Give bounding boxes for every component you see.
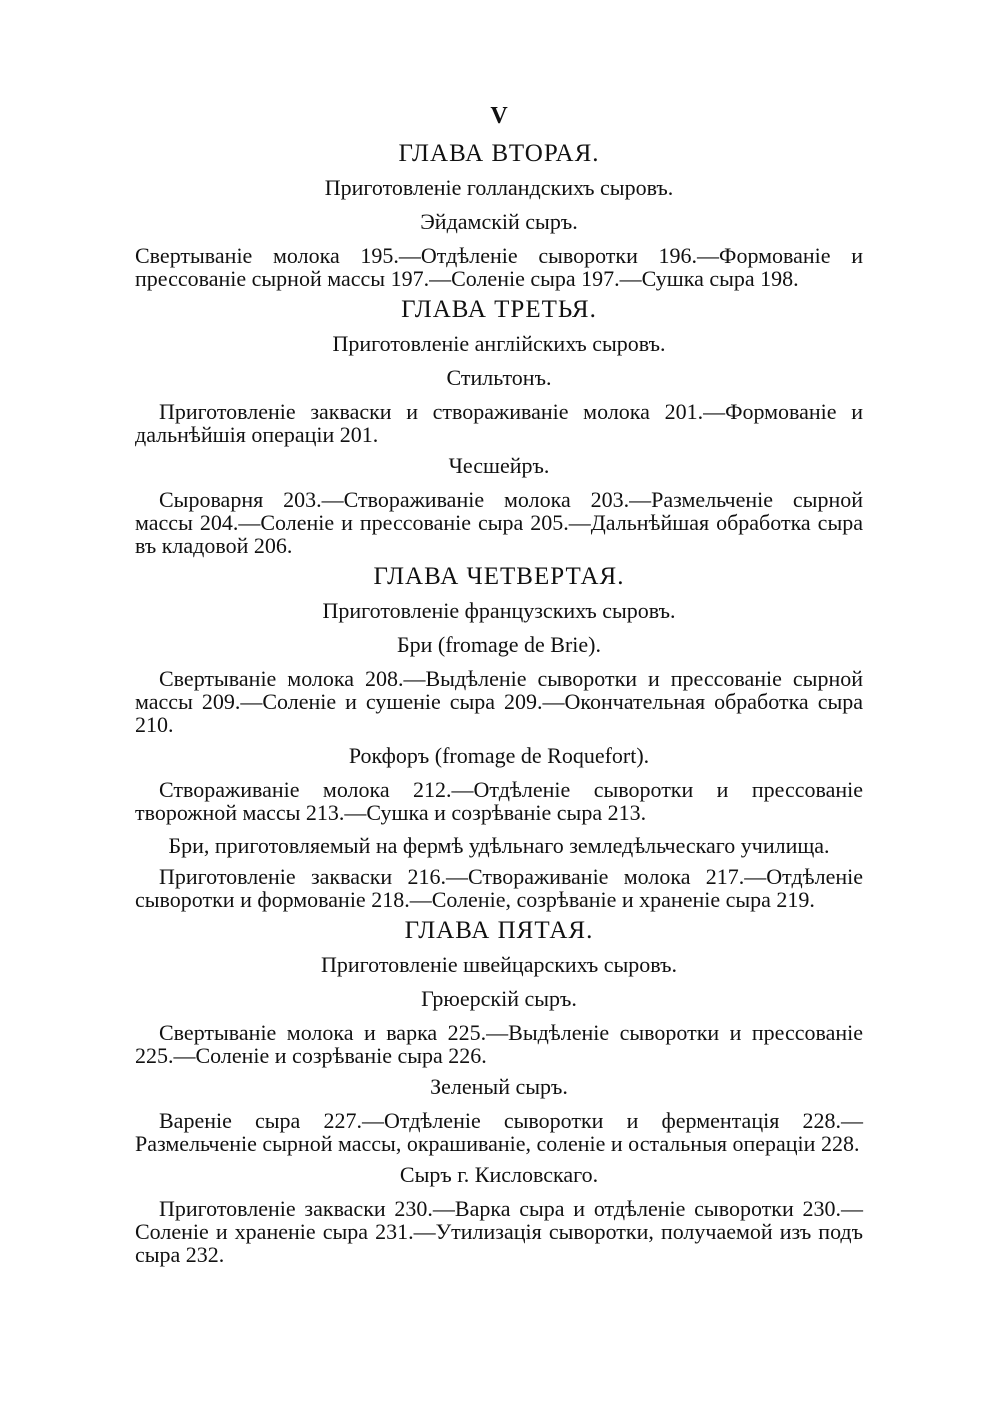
section-heading: Бри, приготовляемый на фермѣ удѣльнаго земледѣльческаго училища. — [168, 833, 830, 858]
chapter-title: ГЛАВА ПЯТАЯ. — [404, 917, 594, 944]
section-heading: Зеленый сыръ. — [430, 1074, 568, 1099]
chapter-subtitle: Приготовленіе швейцарскихъ сыровъ. — [321, 952, 677, 977]
section-text: Свертываніе молока и варка 225.—Выдѣленіе сыворотки и прессованіе 225.—Соленіе и созрѣваніе сыра 226. — [135, 1020, 863, 1068]
section-heading: Бри (fromage de Brie). — [397, 632, 601, 657]
section-heading: Грюерскій сыръ. — [421, 986, 577, 1011]
section-text: Створаживаніе молока 212.—Отдѣленіе сыворотки и прессованіе творожной массы 213.—Сушка и созрѣваніе сыра 213. — [135, 777, 863, 825]
section-heading: Рокфоръ (fromage de Roquefort). — [348, 743, 650, 768]
section-text: Сыроварня 203.—Створаживаніе молока 203.—Размельченіе сырной массы 204.—Соленіе и прессованіе сыра 205.—Дальнѣйшая обработка сыра въ кладовой 206. — [135, 487, 863, 558]
section-heading: Сыръ г. Кисловскаго. — [399, 1162, 599, 1187]
section-heading: Эйдамскій сыръ. — [420, 209, 578, 234]
chapter-subtitle: Приготовленіе англійскихъ сыровъ. — [332, 331, 666, 356]
chapter-title: ГЛАВА ЧЕТВЕРТАЯ. — [373, 563, 625, 590]
section-text: Свертываніе молока 195.—Отдѣленіе сыворотки 196.—Формованіе и прессованіе сырной массы 197.—Соленіе сыра 197.—Сушка сыра 198. — [135, 243, 863, 291]
chapter-title: ГЛАВА ВТОРАЯ. — [398, 140, 600, 167]
section-heading: Стильтонъ. — [446, 365, 552, 390]
document-page — [135, 96, 863, 1270]
section-text: Приготовленіе закваски 216.—Створаживаніе молока 217.—Отдѣленіе сыворотки и формованіе 218.—Соленіе, созрѣваніе и храненіе сыра 219. — [135, 864, 863, 912]
chapter-title: ГЛАВА ТРЕТЬЯ. — [401, 296, 597, 323]
section-heading: Чесшейръ. — [448, 453, 550, 478]
section-text: Приготовленіе закваски и створаживаніе молока 201.—Формованіе и дальнѣйшія операціи 201. — [135, 399, 863, 447]
chapter-subtitle: Приготовленіе голландскихъ сыровъ. — [324, 175, 674, 200]
section-text: Свертываніе молока 208.—Выдѣленіе сыворотки и прессованіе сырной массы 209.—Соленіе и сушеніе сыра 209.—Окончательная обработка сыра 210. — [135, 666, 863, 737]
section-text: Приготовленіе закваски 230.—Варка сыра и отдѣленіе сыворотки 230.—Соленіе и храненіе сыра 231.—Утилизація сыворотки, получаемой изъ подъ сыра 232. — [135, 1196, 863, 1267]
section-text: Вареніе сыра 227.—Отдѣленіе сыворотки и ферментація 228.—Размельченіе сырной массы, окрашиваніе, соленіе и остальныя операціи 228. — [135, 1108, 863, 1156]
chapter-subtitle: Приготовленіе французскихъ сыровъ. — [322, 598, 676, 623]
page-number: V — [490, 103, 508, 129]
